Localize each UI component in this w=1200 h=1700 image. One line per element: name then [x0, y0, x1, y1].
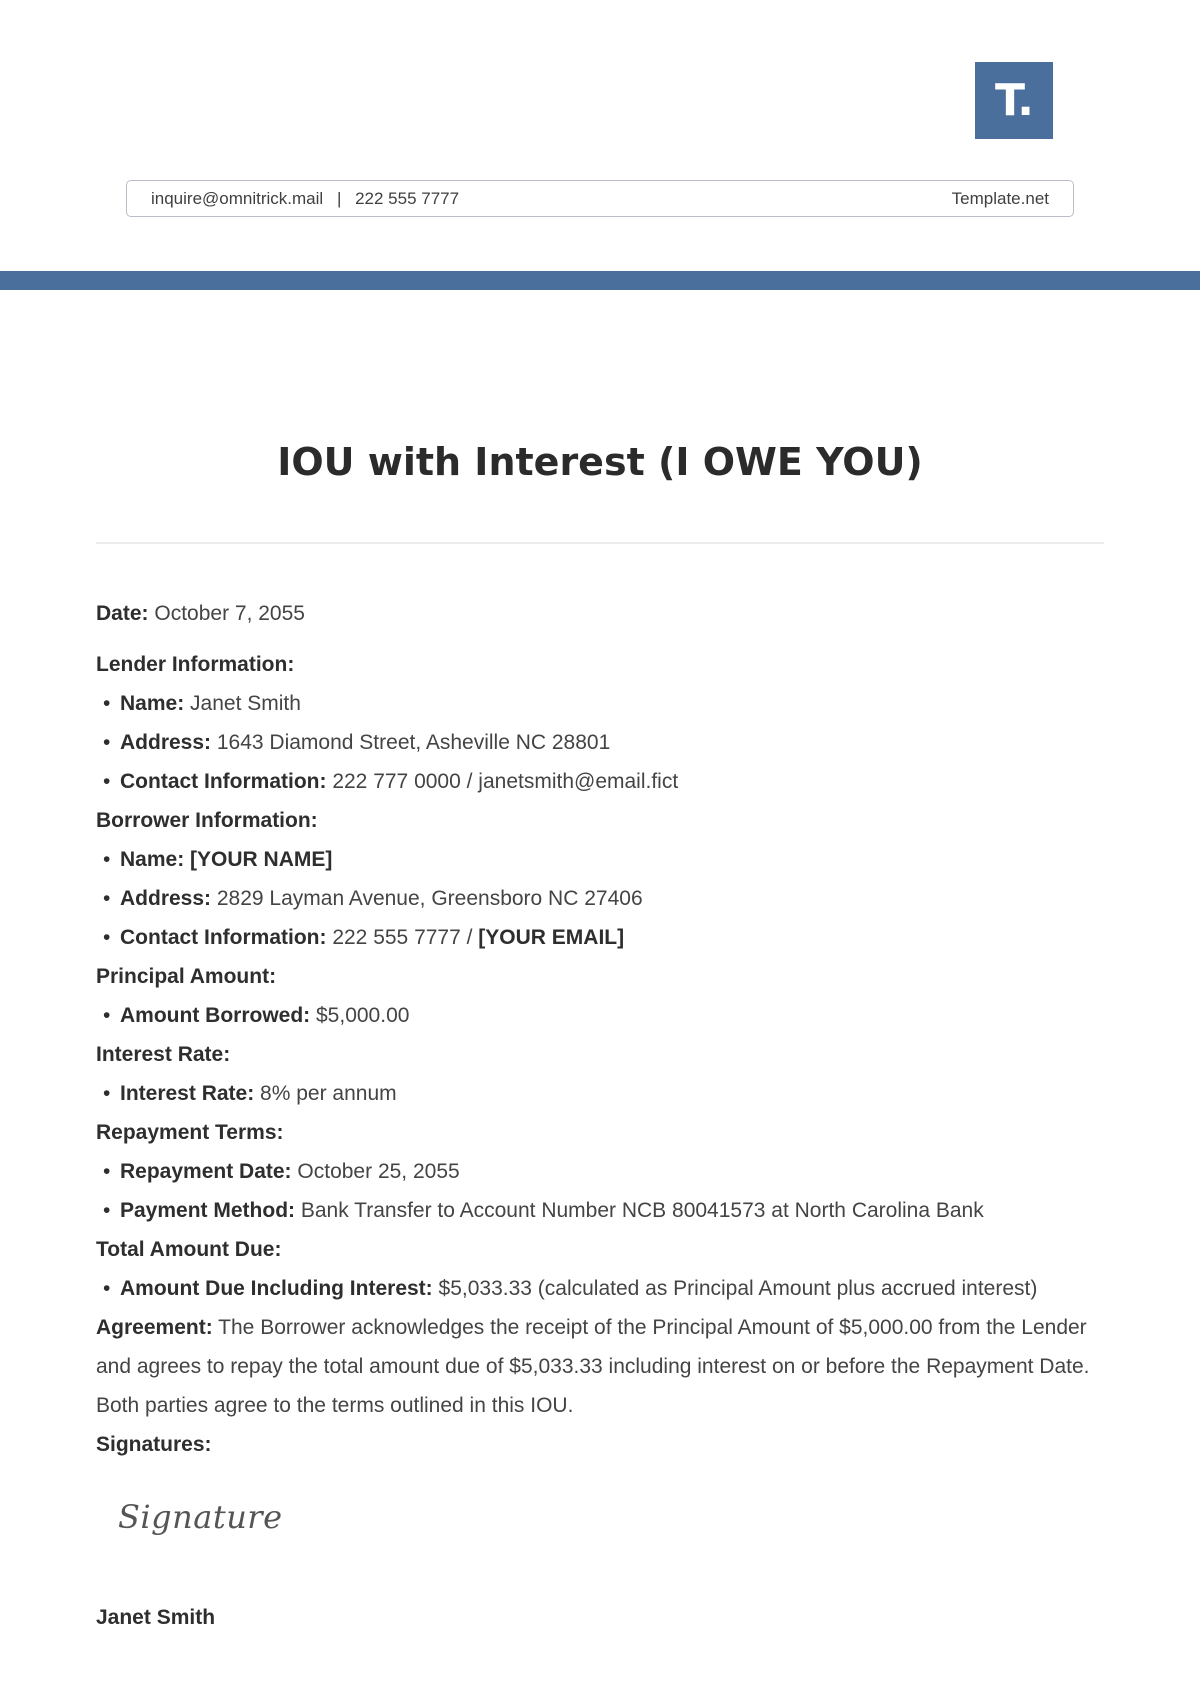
date-value: October 7, 2055 [154, 602, 305, 625]
principal-heading: Principal Amount: [96, 965, 277, 988]
signer-name: Janet Smith [96, 1606, 216, 1629]
page-title: IOU with Interest (I OWE YOU) [277, 440, 923, 484]
site-name[interactable]: Template.net [951, 188, 1049, 208]
document-body [96, 594, 1106, 1637]
total-heading: Total Amount Due: [96, 1238, 282, 1261]
payment-method: • Payment Method: Bank Transfer to Account Number NCB 80041573 at North Carolina Bank [96, 1191, 1106, 1230]
title-divider [96, 542, 1104, 544]
borrower-contact: • Contact Information: 222 555 7777 / [YOUR EMAIL] [96, 918, 1106, 957]
amount-borrowed: • Amount Borrowed: $5,000.00 [96, 996, 1106, 1035]
interest-heading: Interest Rate: [96, 1043, 231, 1066]
signature-image: Signature [118, 1498, 283, 1536]
date-label: Date: [96, 602, 149, 625]
lender-address: • Address: 1643 Diamond Street, Asheville NC 28801 [96, 723, 1106, 762]
borrower-name: • Name: [YOUR NAME] [96, 840, 1106, 879]
interest-rate: • Interest Rate: 8% per annum [96, 1074, 1106, 1113]
contact-bar [126, 180, 1074, 217]
repayment-date: • Repayment Date: October 25, 2055 [96, 1152, 1106, 1191]
borrower-heading: Borrower Information: [96, 809, 318, 832]
amount-due: • Amount Due Including Interest: $5,033.33 (calculated as Principal Amount plus accrued interest) [96, 1269, 1106, 1308]
date-line [96, 594, 1106, 633]
contact-phone: 222 555 7777 [355, 188, 460, 208]
contact-info [151, 189, 459, 209]
lender-name: • Name: Janet Smith [96, 684, 1106, 723]
agreement-paragraph: Agreement: The Borrower acknowledges the receipt of the Principal Amount of $5,000.00 from the Lender and agrees to repay the total amount due of $5,033.33 including interest on or before the Repayment Date. Both parties agree to the terms outlined in this IOU. [96, 1316, 1090, 1417]
header-stripe [0, 271, 1200, 290]
lender-contact: • Contact Information: 222 777 0000 / janetsmith@email.fict [96, 762, 1106, 801]
lender-heading: Lender Information: [96, 653, 295, 676]
repayment-heading: Repayment Terms: [96, 1121, 284, 1144]
signatures-heading: Signatures: [96, 1433, 212, 1456]
borrower-address: • Address: 2829 Layman Avenue, Greensboro NC 27406 [96, 879, 1106, 918]
company-logo: T. [975, 62, 1053, 139]
contact-separator: | [336, 188, 342, 208]
contact-email[interactable]: inquire@omnitrick.mail [151, 188, 324, 208]
